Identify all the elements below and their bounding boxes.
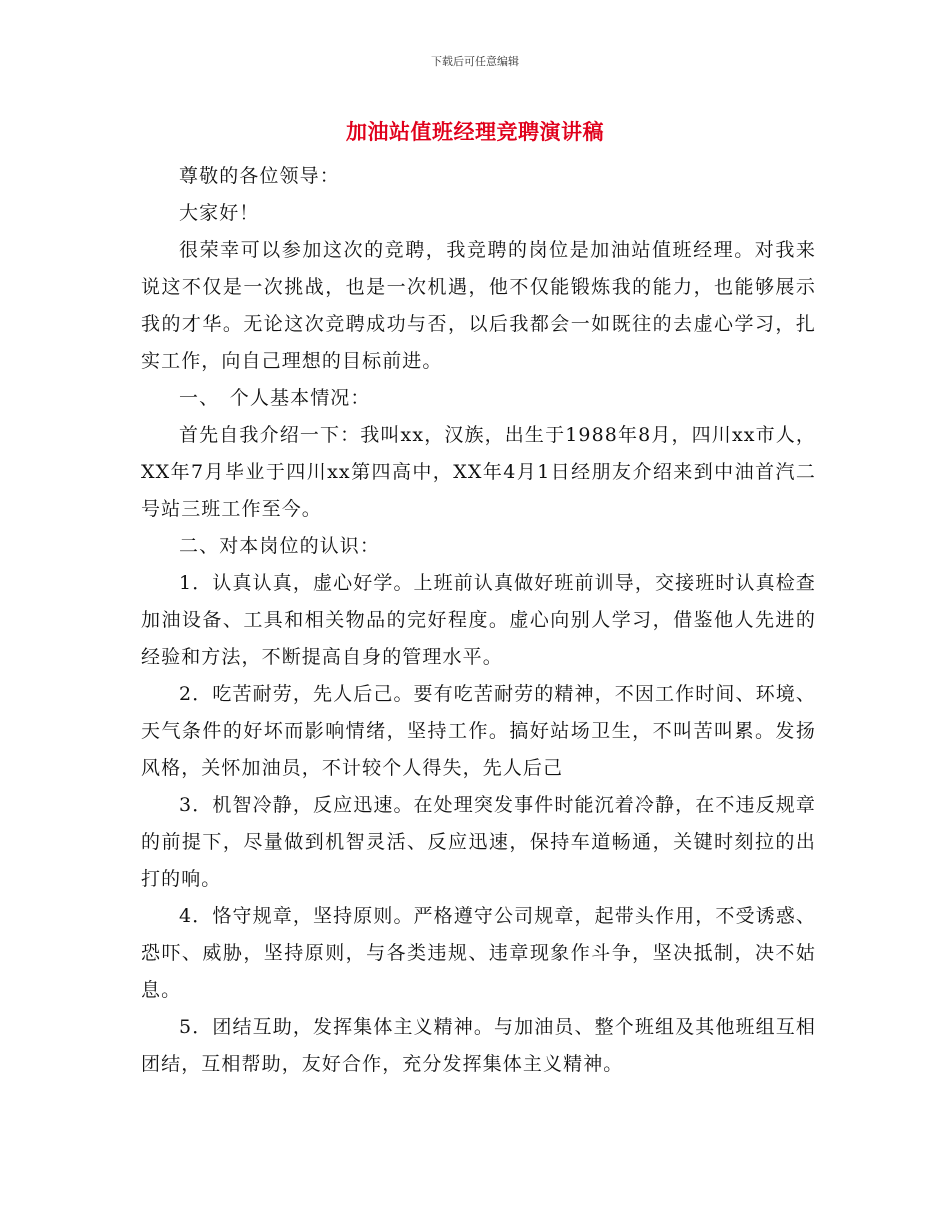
point-2-paragraph: 2．吃苦耐劳，先人后己。要有吃苦耐劳的精神，不因工作时间、环境、天气条件的好坏而影响情绪，坚持工作。搞好站场卫生，不叫苦叫累。发扬风格，关怀加油员，不计较个人得失，先人后己 (141, 683, 816, 779)
point-1-paragraph: 1．认真认真，虚心好学。上班前认真做好班前训导，交接班时认真检查加油设备、工具和相关物品的完好程度。虚心向别人学习，借鉴他人先进的经验和方法，不断提高自身的管理水平。 (141, 572, 816, 668)
document-body (141, 158, 816, 1083)
intro-paragraph: 很荣幸可以参加这次的竞聘，我竞聘的岗位是加油站值班经理。对我来说这不仅是一次挑战，也是一次机遇，他不仅能锻炼我的能力，也能够展示我的才华。无论这次竞聘成功与否，以后我都会一如既往的去虚心学习，扎实工作，向自己理想的目标前进。 (141, 239, 816, 372)
section-heading-1: 一、 个人基本情况： (179, 387, 371, 409)
header-note: 下载后可任意编辑 (431, 55, 519, 68)
section-heading-2: 二、对本岗位的认识： (179, 535, 381, 557)
salutation: 尊敬的各位领导： (179, 165, 340, 187)
point-5-paragraph: 5．团结互助，发挥集体主义精神。与加油员、整个班组及其他班组互相团结，互相帮助，友好合作，充分发挥集体主义精神。 (141, 1016, 816, 1075)
self-intro-paragraph: 首先自我介绍一下：我叫xx，汉族，出生于1988年8月，四川xx市人，XX年7月毕业于四川xx第四高中，XX年4月1日经朋友介绍来到中油首汽二号站三班工作至今。 (141, 424, 816, 520)
document-title: 加油站值班经理竞聘演讲稿 (346, 119, 604, 144)
point-4-paragraph: 4．恪守规章，坚持原则。严格遵守公司规章，起带头作用，不受诱惑、恐吓、威胁，坚持原则，与各类违规、违章现象作斗争，坚决抵制，决不姑息。 (141, 905, 816, 1001)
greeting: 大家好！ (179, 202, 260, 224)
point-3-paragraph: 3．机智冷静，反应迅速。在处理突发事件时能沉着冷静，在不违反规章的前提下，尽量做到机智灵活、反应迅速，保持车道畅通，关键时刻拉的出打的响。 (141, 794, 816, 890)
